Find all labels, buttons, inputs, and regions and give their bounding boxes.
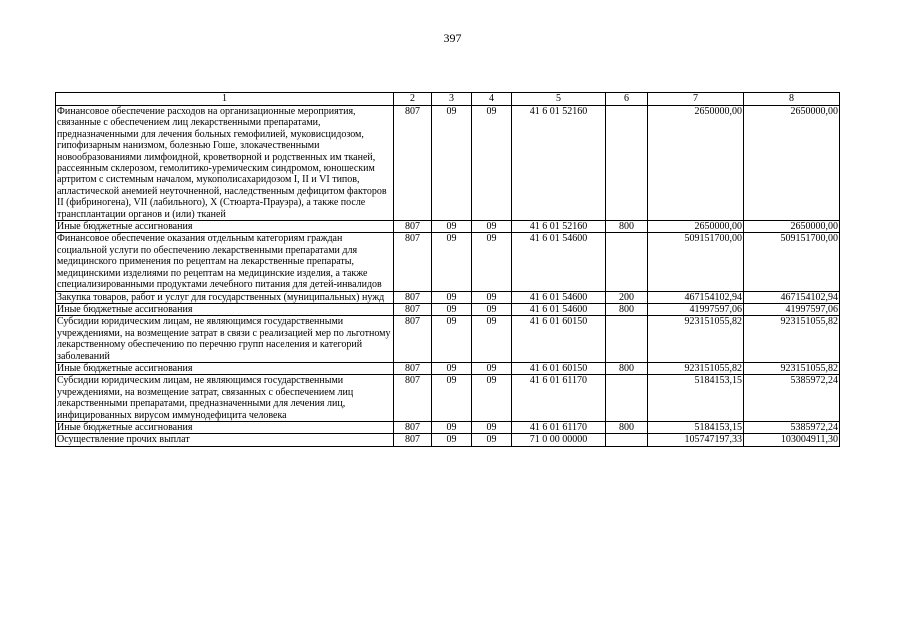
- ministry-code: 807: [394, 106, 432, 221]
- section-code: 09: [432, 362, 472, 374]
- section-code: 09: [432, 221, 472, 233]
- row-description: Иные бюджетные ассигнования: [56, 303, 394, 315]
- subsection-code: 09: [472, 421, 512, 433]
- amount-col-8: 923151055,82: [744, 362, 840, 374]
- amount-col-7: 923151055,82: [648, 316, 744, 363]
- amount-col-8: 41997597,06: [744, 303, 840, 315]
- ministry-code: 807: [394, 375, 432, 422]
- section-code: 09: [432, 375, 472, 422]
- section-code: 09: [432, 434, 472, 446]
- row-description: Субсидии юридическим лицам, не являющимся государственными учреждениями, на возмещение затрат в связи с реализацией мер по льготному лекарственному обеспечению по перечню групп населения и категорий заболеваний: [56, 316, 394, 363]
- table-row: [56, 221, 840, 233]
- amount-col-7: 2650000,00: [648, 221, 744, 233]
- table-row: [56, 291, 840, 303]
- row-description: Финансовое обеспечение оказания отдельным категориям граждан социальной услуги по обеспечению лекарственными препаратами для медицинского применения по рецептам на лекарственные препараты, медицинскими изделиями по рецептам на медицинские изделия, а также специализированными продуктами лечебного питания для детей-инвалидов: [56, 233, 394, 291]
- amount-col-7: 5184153,15: [648, 421, 744, 433]
- target-article-code: 71 0 00 00000: [512, 434, 606, 446]
- header-col-7: 7: [648, 93, 744, 106]
- subsection-code: 09: [472, 233, 512, 291]
- budget-table: [55, 92, 840, 447]
- subsection-code: 09: [472, 106, 512, 221]
- target-article-code: 41 6 01 52160: [512, 106, 606, 221]
- table-row: [56, 106, 840, 221]
- amount-col-7: 2650000,00: [648, 106, 744, 221]
- amount-col-8: 923151055,82: [744, 316, 840, 363]
- target-article-code: 41 6 01 52160: [512, 221, 606, 233]
- ministry-code: 807: [394, 291, 432, 303]
- row-description: Иные бюджетные ассигнования: [56, 421, 394, 433]
- table-row: [56, 303, 840, 315]
- amount-col-8: 467154102,94: [744, 291, 840, 303]
- ministry-code: 807: [394, 434, 432, 446]
- header-col-5: 5: [512, 93, 606, 106]
- subsection-code: 09: [472, 375, 512, 422]
- expense-type-code: [606, 316, 648, 363]
- amount-col-8: 5385972,24: [744, 421, 840, 433]
- header-col-4: 4: [472, 93, 512, 106]
- amount-col-8: 5385972,24: [744, 375, 840, 422]
- amount-col-7: 105747197,33: [648, 434, 744, 446]
- target-article-code: 41 6 01 61170: [512, 375, 606, 422]
- expense-type-code: 800: [606, 221, 648, 233]
- section-code: 09: [432, 316, 472, 363]
- amount-col-7: 509151700,00: [648, 233, 744, 291]
- table-row: [56, 434, 840, 446]
- row-description: Осуществление прочих выплат: [56, 434, 394, 446]
- header-col-8: 8: [744, 93, 840, 106]
- row-description: Финансовое обеспечение расходов на организационные мероприятия, связанные с обеспечением лиц лекарственными препаратами, предназначенными для лечения больных гемофилией, муковисцидозом, гипофизарным нанизмом, болезнью Гоше, злокачественными новообразованиями лимфоидной, кроветворной и родственных им тканей, рассеянным склерозом, гемолитико-уремическим синдромом, юношеским артритом с системным началом, мукополисахаридозом I, II и VI типов, апластической анемией неуточненной, наследственным дефицитом факторов II (фибриногена), VII (лабильного), X (Стюарта-Прауэра), а также после трансплантации органов и (или) тканей: [56, 106, 394, 221]
- amount-col-7: 41997597,06: [648, 303, 744, 315]
- ministry-code: 807: [394, 233, 432, 291]
- table-row: [56, 233, 840, 291]
- ministry-code: 807: [394, 303, 432, 315]
- amount-col-7: 923151055,82: [648, 362, 744, 374]
- section-code: 09: [432, 106, 472, 221]
- header-col-3: 3: [432, 93, 472, 106]
- target-article-code: 41 6 01 61170: [512, 421, 606, 433]
- target-article-code: 41 6 01 60150: [512, 316, 606, 363]
- expense-type-code: [606, 434, 648, 446]
- expense-type-code: [606, 233, 648, 291]
- ministry-code: 807: [394, 421, 432, 433]
- table-row: [56, 375, 840, 422]
- ministry-code: 807: [394, 221, 432, 233]
- ministry-code: 807: [394, 362, 432, 374]
- ministry-code: 807: [394, 316, 432, 363]
- subsection-code: 09: [472, 221, 512, 233]
- section-code: 09: [432, 421, 472, 433]
- expense-type-code: 800: [606, 303, 648, 315]
- amount-col-8: 103004911,30: [744, 434, 840, 446]
- target-article-code: 41 6 01 60150: [512, 362, 606, 374]
- table-row: [56, 421, 840, 433]
- subsection-code: 09: [472, 362, 512, 374]
- header-col-1: 1: [56, 93, 394, 106]
- section-code: 09: [432, 291, 472, 303]
- expense-type-code: [606, 106, 648, 221]
- section-code: 09: [432, 303, 472, 315]
- row-description: Закупка товаров, работ и услуг для государственных (муниципальных) нужд: [56, 291, 394, 303]
- expense-type-code: 800: [606, 362, 648, 374]
- section-code: 09: [432, 233, 472, 291]
- amount-col-7: 467154102,94: [648, 291, 744, 303]
- header-col-6: 6: [606, 93, 648, 106]
- expense-type-code: [606, 375, 648, 422]
- row-description: Субсидии юридическим лицам, не являющимся государственными учреждениями, на возмещение затрат, связанных с обеспечением лиц лекарственными препаратами, предназначенными для лечения лиц, инфицированных вирусом иммунодефицита человека: [56, 375, 394, 422]
- amount-col-8: 509151700,00: [744, 233, 840, 291]
- expense-type-code: 200: [606, 291, 648, 303]
- table-row: [56, 316, 840, 363]
- subsection-code: 09: [472, 434, 512, 446]
- target-article-code: 41 6 01 54600: [512, 303, 606, 315]
- amount-col-7: 5184153,15: [648, 375, 744, 422]
- expense-type-code: 800: [606, 421, 648, 433]
- amount-col-8: 2650000,00: [744, 221, 840, 233]
- subsection-code: 09: [472, 291, 512, 303]
- row-description: Иные бюджетные ассигнования: [56, 362, 394, 374]
- target-article-code: 41 6 01 54600: [512, 291, 606, 303]
- table-row: [56, 362, 840, 374]
- amount-col-8: 2650000,00: [744, 106, 840, 221]
- header-col-2: 2: [394, 93, 432, 106]
- subsection-code: 09: [472, 316, 512, 363]
- target-article-code: 41 6 01 54600: [512, 233, 606, 291]
- page-number: 397: [443, 31, 462, 45]
- row-description: Иные бюджетные ассигнования: [56, 221, 394, 233]
- subsection-code: 09: [472, 303, 512, 315]
- header-row: [56, 93, 840, 106]
